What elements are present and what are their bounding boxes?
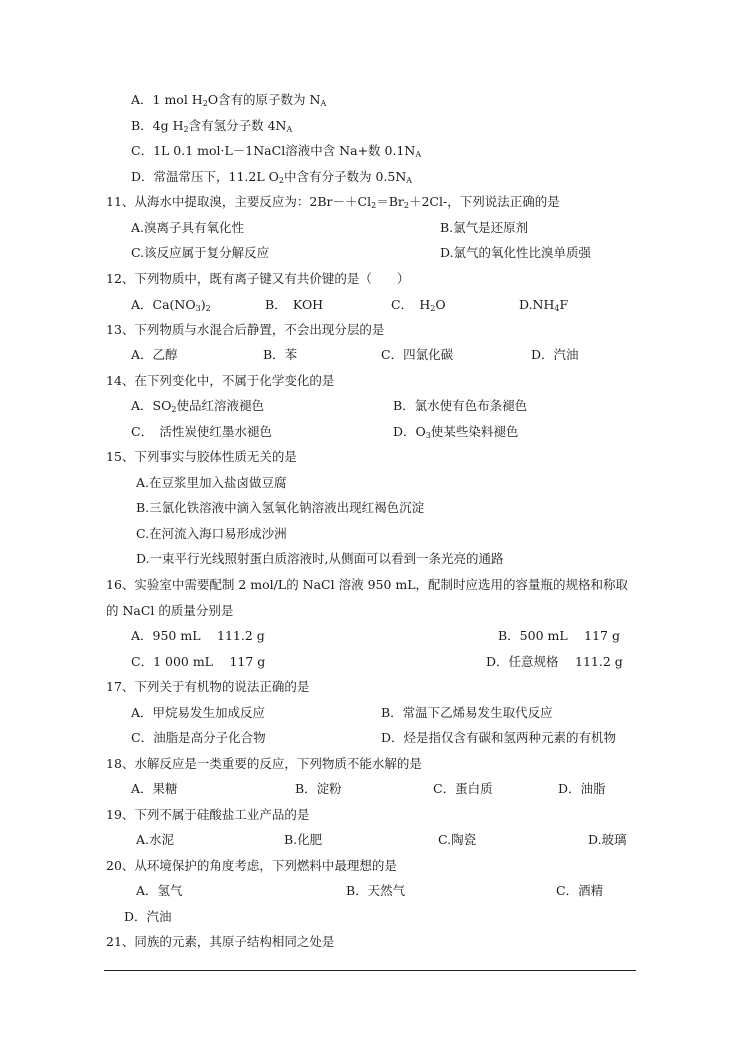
q11-option-a: A.溴离子具有氧化性 xyxy=(131,220,245,235)
q21-stem: 21、同族的元素，其原子结构相同之处是 xyxy=(106,934,335,949)
q19-option-d: D.玻璃 xyxy=(588,832,627,847)
q18-option-a: A．果糖 xyxy=(131,781,178,796)
q13-option-a: A．乙醇 xyxy=(131,347,178,362)
q12-option-d: $D.NH_4F$ xyxy=(519,297,569,313)
q14-option-a: A．$SO_2$使品红溶液褪色 xyxy=(131,398,264,414)
q20-option-c: C．酒精 xyxy=(556,883,604,898)
q17-stem: 17、下列关于有机物的说法正确的是 xyxy=(106,679,310,694)
q14-option-d: D．$O_3$使某些染料褪色 xyxy=(393,424,519,440)
q16-option-b: B．500 mL 117 g xyxy=(498,628,620,643)
q20-option-b: B．天然气 xyxy=(346,883,406,898)
q15-stem: 15、下列事实与胶体性质无关的是 xyxy=(106,449,297,464)
q19-option-c: C.陶瓷 xyxy=(438,832,477,847)
q14-option-c: C． 活性炭使红墨水褪色 xyxy=(131,424,272,439)
q12-option-a: A．$Ca(NO_3)_2$ xyxy=(131,297,211,313)
q15-option-c: C.在河流入海口易形成沙洲 xyxy=(136,526,287,541)
q10-option-b: B．4g $H_2$含有氢分子数 $4N_A$ xyxy=(131,118,293,134)
q11-stem: 11、从海水中提取溴，主要反应为：$2Br-+Cl_2=Br_2+2Cl-$，下列说法正确的是 xyxy=(106,194,560,210)
q16-option-a: A．950 mL 111.2 g xyxy=(131,628,265,643)
q12-stem: 12、下列物质中，既有离子键又有共价键的是（ ） xyxy=(106,271,410,286)
footer-rule xyxy=(104,970,636,971)
q13-option-d: D．汽油 xyxy=(531,347,579,362)
q13-option-c: C．四氯化碳 xyxy=(381,347,454,362)
q10-option-a: A．1 mol $H_2O$含有的原子数为 $N_A$ xyxy=(131,92,327,108)
q14-stem: 14、在下列变化中，不属于化学变化的是 xyxy=(106,373,335,388)
q19-option-a: A.水泥 xyxy=(136,832,175,847)
q10-option-d: D．常温常压下，11.2L $O_2$中含有分子数为 $0.5N_A$ xyxy=(131,169,413,185)
q18-option-d: D．油脂 xyxy=(558,781,606,796)
q20-option-a: A．氢气 xyxy=(136,883,183,898)
q17-option-d: D．烃是指仅含有碳和氢两种元素的有机物 xyxy=(381,730,617,745)
q11-option-b: B.氯气是还原剂 xyxy=(440,220,529,235)
q18-option-b: B．淀粉 xyxy=(295,781,342,796)
q17-option-a: A．甲烷易发生加成反应 xyxy=(131,705,266,720)
q13-option-b: B．苯 xyxy=(263,347,298,362)
q17-option-b: B．常温下乙烯易发生取代反应 xyxy=(381,705,553,720)
q12-option-b: B． KOH xyxy=(265,297,324,312)
q11-option-c: C.该反应属于复分解反应 xyxy=(131,245,270,260)
q16-stem-line2: 的 NaCl 的质量分别是 xyxy=(106,603,234,618)
q15-option-b: B.三氯化铁溶液中滴入氢氧化钠溶液出现红褐色沉淀 xyxy=(136,500,425,515)
q16-stem-line1: 16、实验室中需要配制 2 mol/L的 NaCl 溶液 950 mL，配制时应选用的容量瓶的规格和称取 xyxy=(106,577,629,592)
q13-stem: 13、下列物质与水混合后静置，不会出现分层的是 xyxy=(106,322,385,337)
q12-option-c: C． $H_2O$ xyxy=(391,297,446,313)
q18-stem: 18、水解反应是一类重要的反应，下列物质不能水解的是 xyxy=(106,756,422,771)
q15-option-a: A.在豆浆里加入盐卤做豆腐 xyxy=(136,475,287,490)
q18-option-c: C．蛋白质 xyxy=(433,781,493,796)
q20-stem: 20、从环境保护的角度考虑，下列燃料中最理想的是 xyxy=(106,858,397,873)
q16-option-c: C．1 000 mL 117 g xyxy=(131,654,266,669)
q14-option-b: B．氯水使有色布条褪色 xyxy=(393,398,528,413)
q16-option-d: D．任意规格 111.2 g xyxy=(486,654,623,669)
q11-option-d: D.氯气的氧化性比溴单质强 xyxy=(440,245,592,260)
q10-option-c: C．1L 0.1 mol·L－1NaCl溶液中含 Na+数 $0.1N_A$ xyxy=(131,143,422,159)
q19-option-b: B.化肥 xyxy=(284,832,323,847)
q20-option-d: D．汽油 xyxy=(124,909,172,924)
q15-option-d: D.一束平行光线照射蛋白质溶液时,从侧面可以看到一条光亮的通路 xyxy=(136,551,504,566)
q19-stem: 19、下列不属于硅酸盐工业产品的是 xyxy=(106,807,310,822)
q17-option-c: C．油脂是高分子化合物 xyxy=(131,730,266,745)
